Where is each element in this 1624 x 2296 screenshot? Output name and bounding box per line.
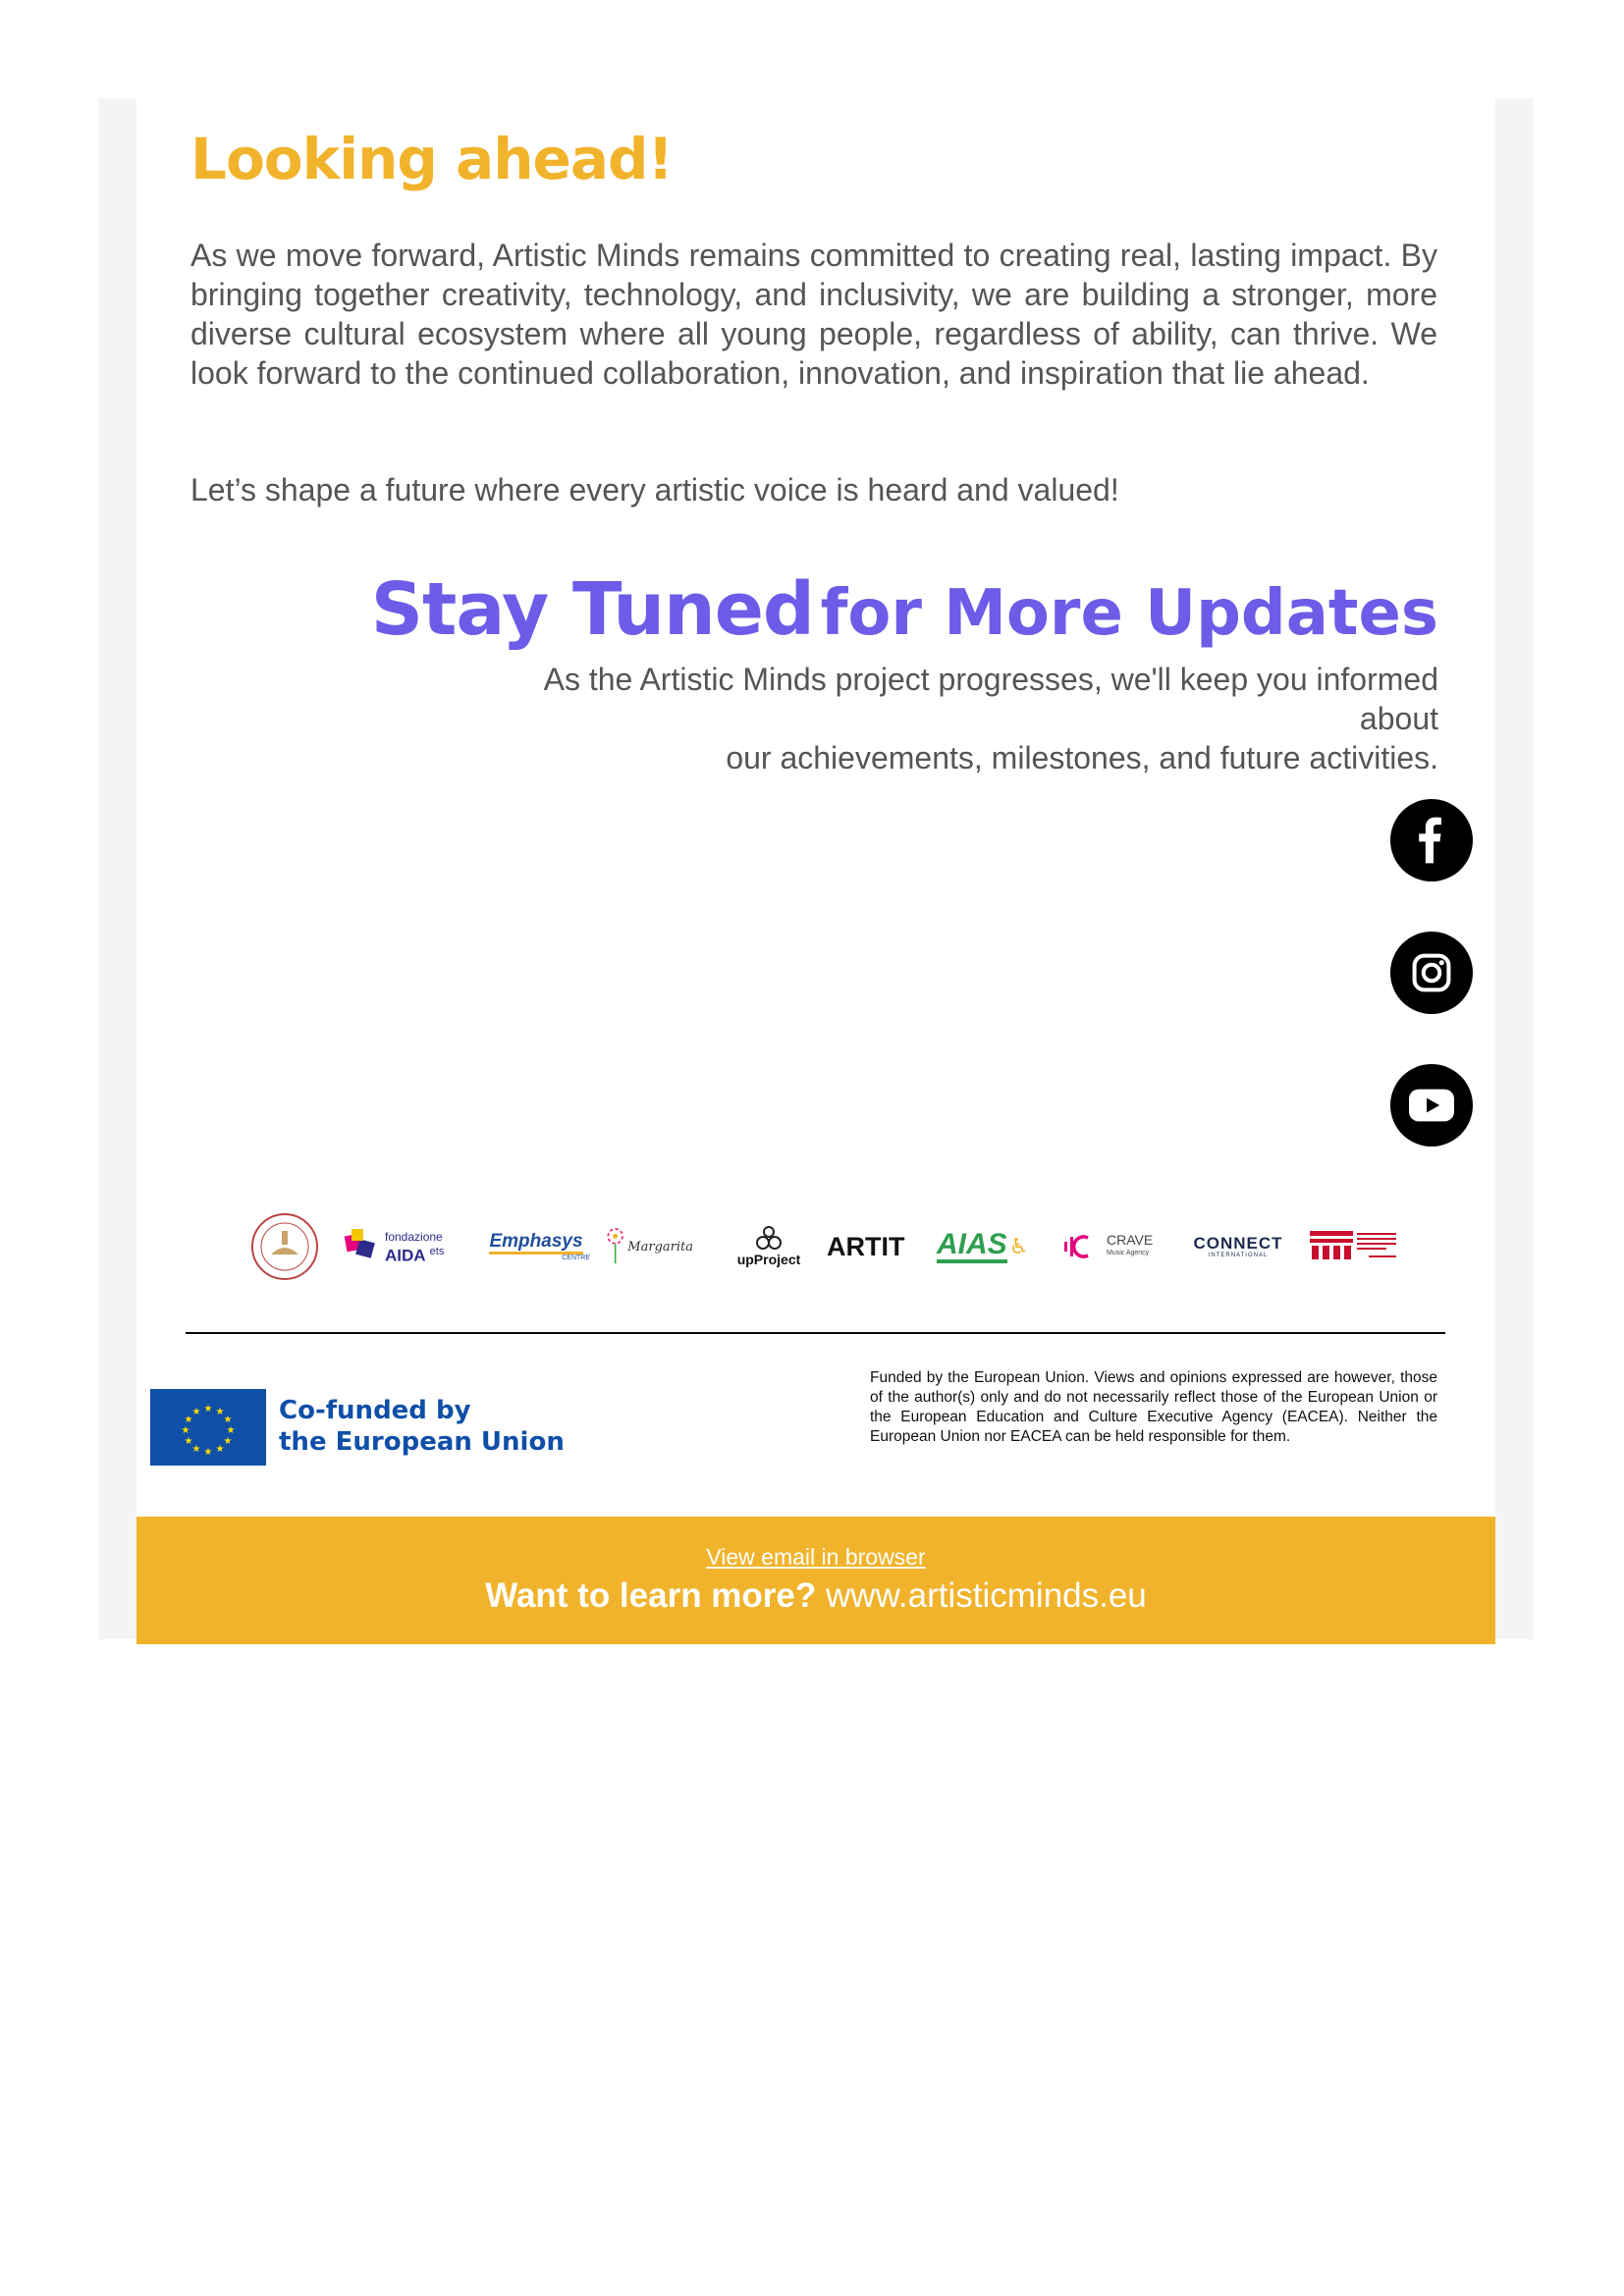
partner-logo-upproject xyxy=(733,1207,804,1286)
aida-logo-icon xyxy=(342,1227,381,1266)
eu-flag-icon xyxy=(150,1389,266,1466)
svg-text:★: ★ xyxy=(181,1425,190,1436)
aida-suffix: ets xyxy=(429,1246,445,1258)
stay-tuned-strong: Stay Tuned xyxy=(370,567,814,652)
aida-name: AIDA xyxy=(385,1246,425,1265)
stay-tuned-heading xyxy=(371,567,1438,652)
partner-logo-aida xyxy=(342,1207,460,1286)
closing-paragraph: Let’s shape a future where every artistic voice is heard and valued! xyxy=(190,472,1119,507)
learn-more-line xyxy=(136,1576,1495,1616)
partner-logo-margarita xyxy=(605,1207,693,1286)
upproject-logo-icon xyxy=(753,1226,785,1252)
youtube-link[interactable] xyxy=(1390,1064,1473,1147)
view-in-browser-link[interactable]: View email in browser xyxy=(706,1544,926,1570)
emphasys-name: Emphasys xyxy=(489,1232,582,1255)
connect-name: CONNECT xyxy=(1193,1234,1283,1253)
stay-tuned-description xyxy=(457,660,1438,777)
email-card xyxy=(136,98,1495,1615)
artit-name: ARTIT xyxy=(827,1231,905,1261)
upproject-name: upProject xyxy=(736,1252,801,1267)
crave-sub: Music Agency xyxy=(1107,1250,1150,1256)
connect-sub: INTERNATIONAL xyxy=(1208,1253,1269,1258)
instagram-icon xyxy=(1410,951,1453,994)
eu-line-1: Co-funded by xyxy=(279,1396,471,1425)
stay-tuned-rest: for More Updates xyxy=(820,577,1438,650)
wheelchair-icon: ♿ xyxy=(1008,1234,1029,1258)
intro-paragraph: As we move forward, Artistic Minds remains committed to creating real, lasting impact. By bringing together creativity, technology, and inclusivity, we are building a stronger, more diverse cultural ecosystem where all young people, regardless of ability, can thrive. We look forward to the continued collaboration, innovation, and inspiration that lie ahead. xyxy=(190,238,1437,391)
partner-logo-artit xyxy=(827,1207,905,1286)
footer-banner xyxy=(136,1517,1495,1644)
svg-text:★: ★ xyxy=(215,1407,225,1417)
flower-icon xyxy=(605,1224,625,1269)
eu-line-2: the European Union xyxy=(279,1427,565,1457)
emphasys-sub: CENTRE xyxy=(562,1255,590,1261)
stay-tuned-line-2: our achievements, milestones, and future activities. xyxy=(726,740,1438,775)
institute-logo-icon xyxy=(1310,1227,1400,1266)
svg-text:★: ★ xyxy=(191,1407,201,1417)
facebook-icon xyxy=(1412,817,1451,864)
svg-text:★: ★ xyxy=(203,1447,213,1458)
stay-tuned-line-1: As the Artistic Minds project progresses, we'll keep you informed about xyxy=(543,662,1438,736)
section-heading: Looking ahead! xyxy=(190,126,673,192)
aida-small-text: fondazione xyxy=(385,1230,443,1245)
partner-logo-institute xyxy=(1310,1207,1404,1286)
svg-text:★: ★ xyxy=(184,1415,193,1425)
partner-logo-connect xyxy=(1190,1207,1286,1286)
website-link[interactable]: www.artisticminds.eu xyxy=(826,1576,1147,1615)
svg-text:★: ★ xyxy=(223,1415,233,1425)
aias-name: AIAS xyxy=(937,1230,1007,1263)
svg-text:★: ★ xyxy=(226,1425,236,1436)
svg-text:★: ★ xyxy=(215,1444,225,1455)
instagram-link[interactable] xyxy=(1390,932,1473,1014)
margarita-name: Margarita xyxy=(627,1239,693,1255)
svg-text:★: ★ xyxy=(203,1404,213,1415)
eu-disclaimer: Funded by the European Union. Views and opinions expressed are however, those of the author(s) only and do not necessarily reflect those of the European Union or the European Education and Culture Executive Agency (EACEA). Neither the European Union nor EACEA can be held responsible for them. xyxy=(870,1369,1437,1445)
learn-more-label: Want to learn more? xyxy=(485,1576,817,1615)
svg-text:★: ★ xyxy=(191,1444,201,1455)
youtube-icon xyxy=(1409,1089,1454,1122)
partner-logos xyxy=(249,1207,1408,1286)
crave-logo-icon xyxy=(1064,1234,1104,1259)
svg-text:★: ★ xyxy=(223,1436,233,1447)
seal-logo-icon xyxy=(249,1211,320,1282)
facebook-link[interactable] xyxy=(1390,799,1473,881)
divider xyxy=(186,1332,1445,1334)
partner-logo-aias xyxy=(937,1207,1027,1286)
eu-cofunded-label xyxy=(279,1395,565,1458)
partner-logo-seal xyxy=(249,1207,322,1286)
partner-logo-crave xyxy=(1064,1207,1166,1286)
crave-name: CRAVE xyxy=(1107,1232,1154,1248)
svg-text:★: ★ xyxy=(184,1436,193,1447)
partner-logo-emphasys xyxy=(482,1207,590,1286)
